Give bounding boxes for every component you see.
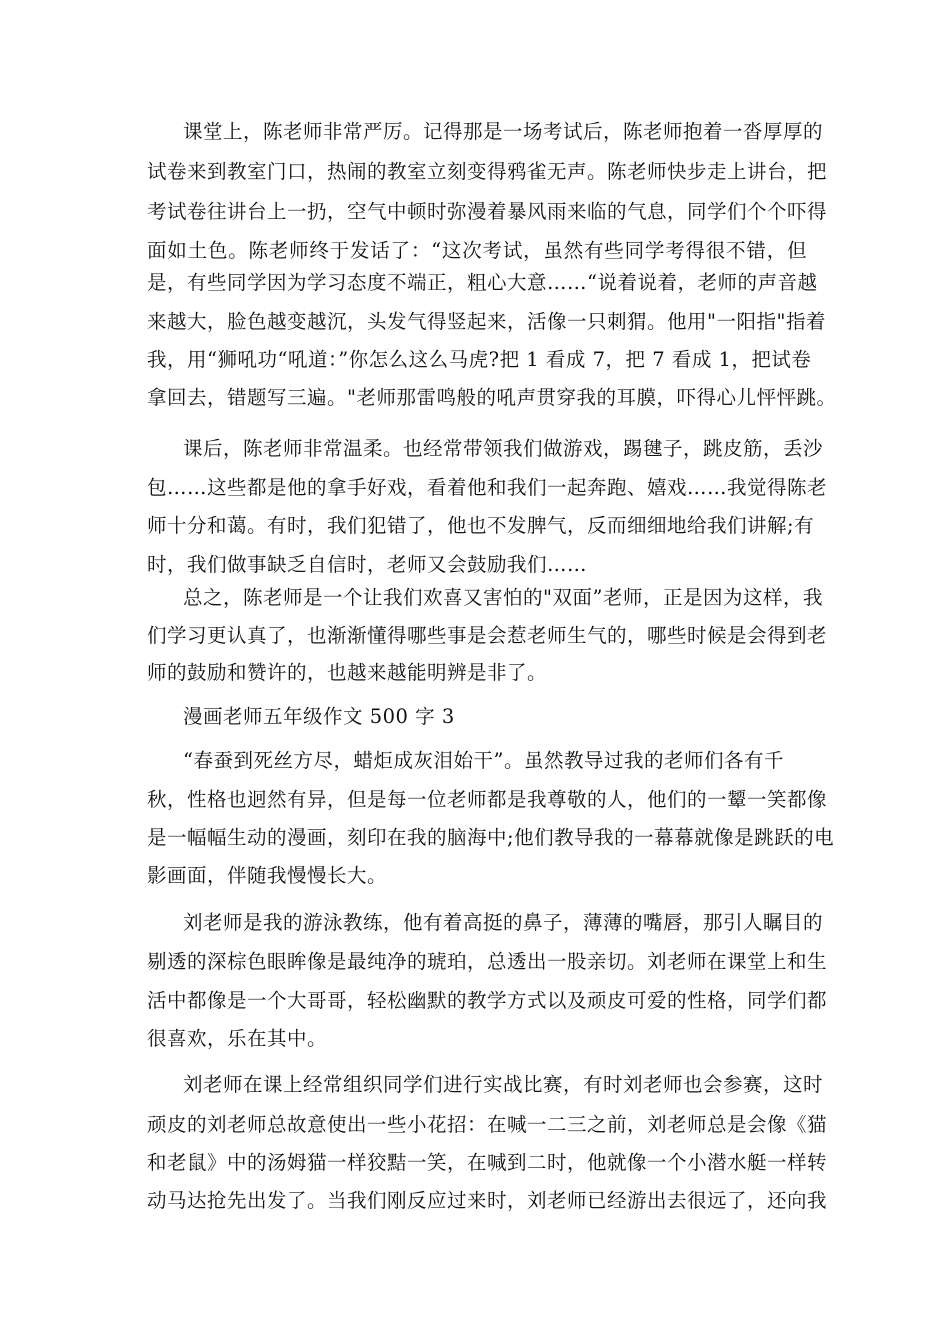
paragraph-line: 师的鼓励和赞许的，也越来越能明辨是非了。 (147, 661, 548, 684)
paragraph-line: “春蚕到死丝方尽，蜡炬成灰泪始干”。虽然教导过我的老师们各有千 (183, 749, 784, 772)
paragraph-line: 和老鼠》中的汤姆猫一样狡黠一笑，在喊到二时，他就像一个小潜水艇一样转 (147, 1151, 828, 1174)
paragraph-line: 是一幅幅生动的漫画，刻印在我的脑海中;他们教导我的一幕幕就像是跳跃的电 (147, 826, 835, 849)
paragraph-line: 拿回去，错题写三遍。"老师那雷鸣般的吼声贯穿我的耳膜，吓得心儿怦怦跳。 (147, 386, 837, 409)
paragraph-line: 试卷来到教室门口，热闹的教室立刻变得鸦雀无声。陈老师快步走上讲台，把 (147, 160, 828, 183)
paragraph-line: 影画面，伴随我慢慢长大。 (147, 864, 388, 887)
paragraph-line: 总之，陈老师是一个让我们欢喜又害怕的"双面”老师，正是因为这样，我 (183, 586, 823, 609)
paragraph-line: 课后，陈老师非常温柔。也经常带领我们做游戏，踢毽子，跳皮筋，丢沙 (183, 437, 824, 460)
paragraph-line: 来越大，脸色越变越沉，头发气得竖起来，活像一只刺猬。他用"一阳指"指着 (147, 310, 826, 333)
paragraph-line: 很喜欢，乐在其中。 (147, 1027, 328, 1050)
paragraph-line: 顽皮的刘老师总故意使出一些小花招：在喊一二三之前，刘老师总是会像《猫 (147, 1113, 828, 1136)
paragraph-line: 考试卷往讲台上一扔，空气中顿时弥漫着暴风雨来临的气息，同学们个个吓得 (147, 200, 828, 223)
paragraph-line: 刘老师是我的游泳教练，他有着高挺的鼻子，薄薄的嘴唇，那引人瞩目的 (183, 911, 824, 934)
paragraph-line: 时，我们做事缺乏自信时，老师又会鼓励我们…… (147, 553, 588, 576)
paragraph-line: 秋，性格也迥然有异，但是每一位老师都是我尊敬的人，他们的一颦一笑都像 (147, 788, 828, 811)
paragraph-line: 是，有些同学因为学习态度不端正，粗心大意……“说着说着，老师的声音越 (147, 271, 818, 294)
paragraph-line: 活中都像是一个大哥哥，轻松幽默的教学方式以及顽皮可爱的性格，同学们都 (147, 989, 828, 1012)
paragraph-line: 刘老师在课上经常组织同学们进行实战比赛，有时刘老师也会参赛，这时 (183, 1073, 824, 1096)
paragraph-line: 剔透的深棕色眼眸像是最纯净的琥珀，总透出一股亲切。刘老师在课堂上和生 (147, 950, 828, 973)
paragraph-line: 们学习更认真了，也渐渐懂得哪些事是会惹老师生气的，哪些时候是会得到老 (147, 624, 828, 647)
paragraph-line: 面如土色。陈老师终于发话了：“这次考试，虽然有些同学考得很不错，但 (147, 239, 807, 262)
section-heading: 漫画老师五年级作文 500 字 3 (183, 705, 455, 728)
paragraph-line: 课堂上，陈老师非常严厉。记得那是一场考试后，陈老师抱着一沓厚厚的 (183, 120, 824, 143)
paragraph-line: 动马达抢先出发了。当我们刚反应过来时，刘老师已经游出去很远了，还向我 (147, 1189, 828, 1212)
paragraph-line: 包……这些都是他的拿手好戏，看着他和我们一起奔跑、嬉戏……我觉得陈老 (147, 476, 828, 499)
paragraph-line: 我，用“狮吼功“吼道：”你怎么这么马虎?把 1 看成 7，把 7 看成 1，把试卷 (147, 348, 812, 371)
paragraph-line: 师十分和蔼。有时，我们犯错了，他也不发脾气，反而细细地给我们讲解;有 (147, 514, 815, 537)
